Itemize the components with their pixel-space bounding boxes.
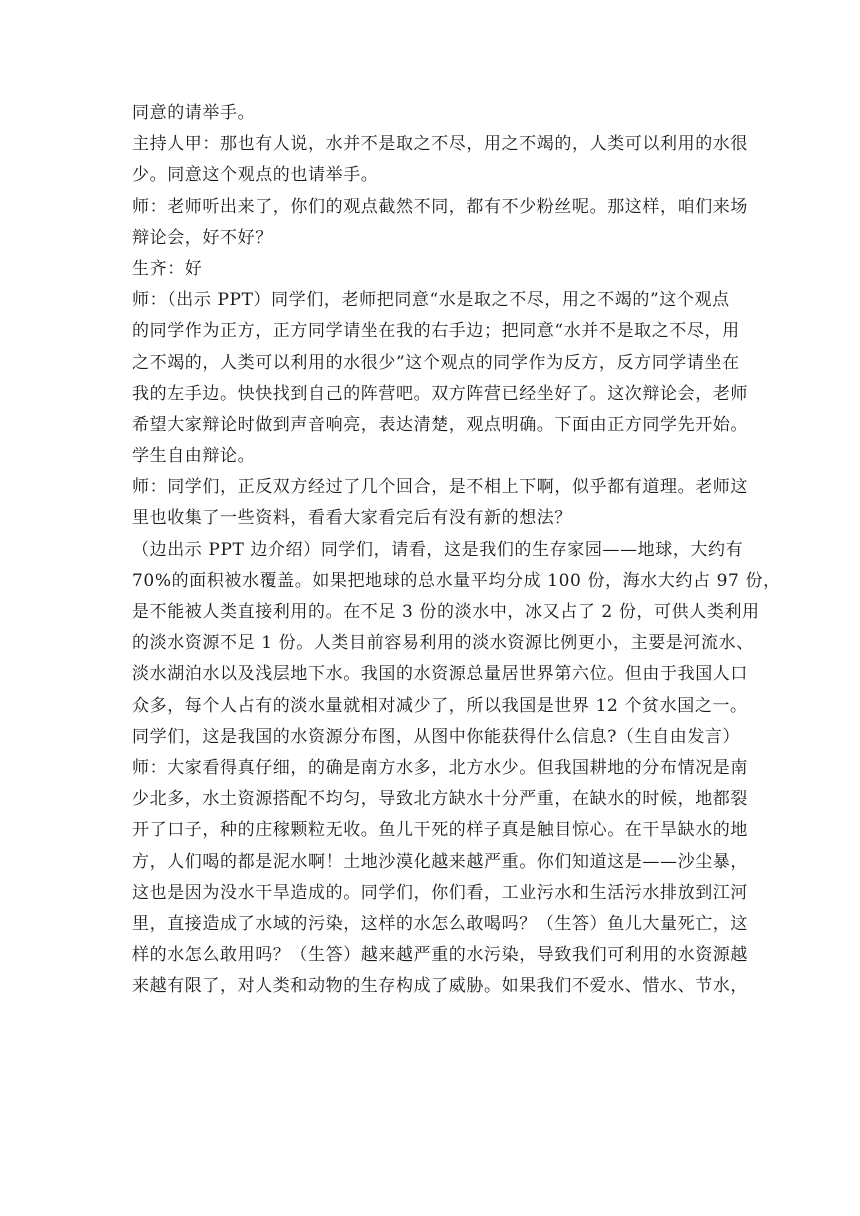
text-line: 是不能被人类直接利用的。在不足 3 份的淡水中，冰又占了 2 份，可供人类利用 (132, 602, 760, 622)
text-line: 生齐：好 (132, 258, 203, 279)
text-line: 师：同学们，正反双方经过了几个回合，是不相上下啊，似乎都有道理。老师这 (132, 477, 748, 498)
text-line: （边出示 PPT 边介绍）同学们，请看，这是我们的生存家园——地球，大约有 (132, 539, 744, 560)
text-line: 开了口子，种的庄稼颗粒无收。鱼儿干死的样子真是触目惊心。在干旱缺水的地 (132, 820, 748, 841)
text-line: 之不竭的，人类可以利用的水很少”这个观点的同学作为反方，反方同学请坐在 (132, 352, 740, 373)
text-line: 来越有限了，对人类和动物的生存构成了威胁。如果我们不爱水、惜水、节水， (132, 976, 748, 997)
text-line: 这也是因为没水干旱造成的。同学们，你们看，工业污水和生活污水排放到江河 (132, 882, 748, 903)
text-line: 样的水怎么敢用吗？（生答）越来越严重的水污染，导致我们可利用的水资源越 (132, 945, 748, 966)
text-line: 的淡水资源不足 1 份。人类目前容易利用的淡水资源比例更小，主要是河流水、 (132, 633, 754, 654)
text-line: 我的左手边。快快找到自己的阵营吧。双方阵营已经坐好了。这次辩论会，老师 (132, 383, 748, 404)
text-line: 辩论会，好不好？ (132, 227, 273, 248)
text-line: 里，直接造成了水域的污染，这样的水怎么敢喝吗？（生答）鱼儿大量死亡，这 (132, 913, 748, 934)
text-line: 师：（出示 PPT）同学们，老师把同意“水是取之不尽，用之不竭的”这个观点 (132, 290, 730, 311)
text-line: 主持人甲：那也有人说，水并不是取之不尽，用之不竭的，人类可以利用的水很 (132, 134, 748, 155)
text-line: 方，人们喝的都是泥水啊！土地沙漠化越来越严重。你们知道这是——沙尘暴， (132, 851, 748, 872)
text-line: 同学们，这是我国的水资源分布图，从图中你能获得什么信息?（生自由发言） (132, 726, 741, 747)
text-line: 学生自由辩论。 (132, 446, 256, 467)
text-line: 少北多，水土资源搭配不均匀，导致北方缺水十分严重，在缺水的时候，地都裂 (132, 789, 748, 810)
text-line: 众多，每个人占有的淡水量就相对减少了，所以我国是世界 12 个贫水国之一。 (132, 695, 748, 716)
text-line: 同意的请举手。 (132, 103, 256, 123)
text-line: 70%的面积被水覆盖。如果把地球的总水量平均分成 100 份，海水大约占 97 份， (132, 570, 781, 591)
text-line: 少。同意这个观点的也请举手。 (132, 165, 379, 186)
text-line: 希望大家辩论时做到声音响亮，表达清楚，观点明确。下面由正方同学先开始。 (132, 414, 748, 435)
text-line: 里也收集了一些资料，看看大家看完后有没有新的想法？ (132, 508, 572, 529)
text-line: 师：大家看得真仔细，的确是南方水多，北方水少。但我国耕地的分布情况是南 (132, 757, 748, 778)
text-line: 的同学作为正方，正方同学请坐在我的右手边；把同意“水并不是取之不尽，用 (132, 321, 740, 342)
document-body (132, 98, 781, 1002)
text-line: 师：老师听出来了，你们的观点截然不同，都有不少粉丝呢。那这样，咱们来场 (132, 196, 748, 217)
text-line: 淡水湖泊水以及浅层地下水。我国的水资源总量居世界第六位。但由于我国人口 (132, 664, 748, 685)
